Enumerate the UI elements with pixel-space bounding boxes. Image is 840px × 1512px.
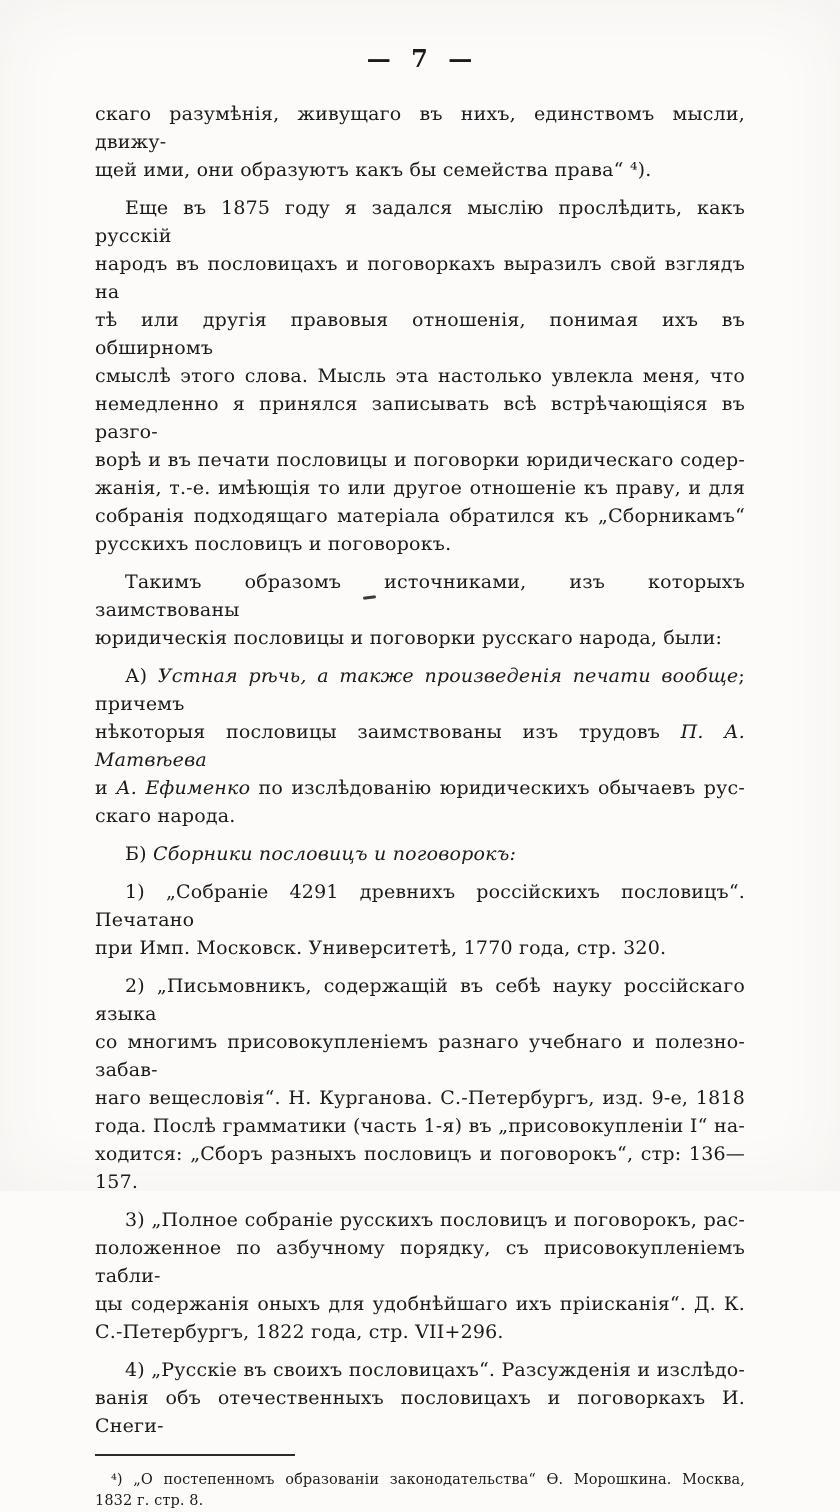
footnote-separator bbox=[95, 1454, 295, 1456]
text-line: 1) „Собраніе 4291 древнихъ россійскихъ пословицъ“. Печатано bbox=[95, 881, 745, 931]
footnote-line: 1832 г. стр. 8. bbox=[95, 1493, 204, 1509]
author-name: А. Ефименко bbox=[116, 777, 251, 799]
paragraph-source-a bbox=[95, 662, 745, 830]
list-label-b: Б) bbox=[125, 843, 154, 865]
text-line: жанія, т.-е. имѣющія то или другое отношеніе къ праву, и для bbox=[95, 477, 745, 499]
list-item-2 bbox=[95, 972, 745, 1196]
text-line: смыслѣ этого слова. Мысль эта настолько увлекла меня, что bbox=[95, 365, 745, 387]
text-line bbox=[95, 840, 745, 868]
author-name: П. А. Матвѣева bbox=[95, 721, 746, 771]
text-segment: по изслѣдованію юридическихъ обычаевъ рус- bbox=[250, 777, 745, 799]
text-line: ходится: „Сборъ разныхъ пословицъ и поговорокъ“, стр: 136—157. bbox=[95, 1143, 745, 1193]
text-line: ванія объ отечественныхъ пословицахъ и поговоркахъ И. Снеги- bbox=[95, 1387, 745, 1437]
text-line: русскихъ пословицъ и поговорокъ. bbox=[95, 533, 452, 555]
text-line: наго вещесловія“. Н. Курганова. С.-Петербургъ, изд. 9-е, 1818 bbox=[95, 1087, 745, 1109]
text-line: С.-Петербургъ, 1822 года, стр. VII+296. bbox=[95, 1321, 504, 1343]
paragraph-source-b-heading bbox=[95, 840, 745, 868]
text-line: Такимъ образомъ источниками, изъ которыхъ заимствованы bbox=[95, 571, 745, 621]
text-line: тѣ или другія правовыя отношенія, понимая ихъ въ обширномъ bbox=[95, 309, 745, 359]
text-line: со многимъ присовокупленіемъ разнаго учебнаго и полезно-забав- bbox=[95, 1031, 745, 1081]
text-line: 2) „Письмовникъ, содержащій въ себѣ науку россійскаго языка bbox=[95, 975, 745, 1025]
paragraph-sources-intro bbox=[95, 568, 745, 652]
text-line: положенное по азбучному порядку, съ присовокупленіемъ табли- bbox=[95, 1237, 745, 1287]
text-line: юридическія пословицы и поговорки русскаго народа, были: bbox=[95, 627, 723, 649]
list-item-4 bbox=[95, 1356, 745, 1440]
text-line: ворѣ и въ печати пословицы и поговорки юридическаго содер- bbox=[95, 449, 745, 471]
text-line bbox=[95, 662, 745, 718]
paragraph-continuation bbox=[95, 100, 745, 184]
paragraph-intro-1875 bbox=[95, 194, 745, 558]
list-item-3 bbox=[95, 1206, 745, 1346]
text-segment: и bbox=[95, 777, 117, 799]
italic-text: Устная рѣчь, а также произведенія печати вообще bbox=[157, 665, 739, 687]
text-line: собранія подходящаго матеріала обратился къ „Сборникамъ“ bbox=[95, 505, 745, 527]
text-line: 4) „Русскіе въ своихъ пословицахъ“. Разсужденія и изслѣдо- bbox=[125, 1359, 745, 1381]
text-line bbox=[95, 774, 745, 802]
section-title-italic: Сборники пословицъ и поговорокъ: bbox=[153, 843, 517, 865]
text-line: скаго народа. bbox=[95, 805, 236, 827]
text-line: щей ими, они образуютъ какъ бы семейства права“ ⁴). bbox=[95, 159, 652, 181]
list-label-a: А) bbox=[125, 665, 158, 687]
footnote-line: ⁴) „О постепенномъ образованіи законодательства“ Ѳ. Морошкина. Москва, bbox=[111, 1472, 745, 1488]
text-line: Еще въ 1875 году я задался мыслію прослѣдить, какъ русскій bbox=[95, 197, 745, 247]
text-segment: ; причемъ bbox=[95, 665, 745, 715]
text-line: года. Послѣ грамматики (часть 1-я) въ „присовокупленіи I“ на- bbox=[95, 1115, 745, 1137]
text-line: немедленно я принялся записывать всѣ встрѣчающіяся въ разго- bbox=[95, 393, 745, 443]
page-number: — 7 — bbox=[366, 44, 474, 73]
text-line: цы содержанія оныхъ для удобнѣйшаго ихъ пріисканія“. Д. К. bbox=[95, 1293, 745, 1315]
footnote bbox=[95, 1470, 745, 1512]
text-segment: нѣкоторыя пословицы заимствованы изъ трудовъ bbox=[95, 721, 681, 743]
text-line: скаго разумѣнія, живущаго въ нихъ, единствомъ мысли, движу- bbox=[95, 103, 745, 153]
text-line: при Имп. Московск. Университетѣ, 1770 года, стр. 320. bbox=[95, 937, 667, 959]
list-item-1 bbox=[95, 878, 745, 962]
text-line: 3) „Полное собраніе русскихъ пословицъ и поговорокъ, рас- bbox=[125, 1209, 745, 1231]
text-line bbox=[95, 718, 745, 774]
text-line: народъ въ пословицахъ и поговоркахъ выразилъ свой взглядъ на bbox=[95, 253, 745, 303]
